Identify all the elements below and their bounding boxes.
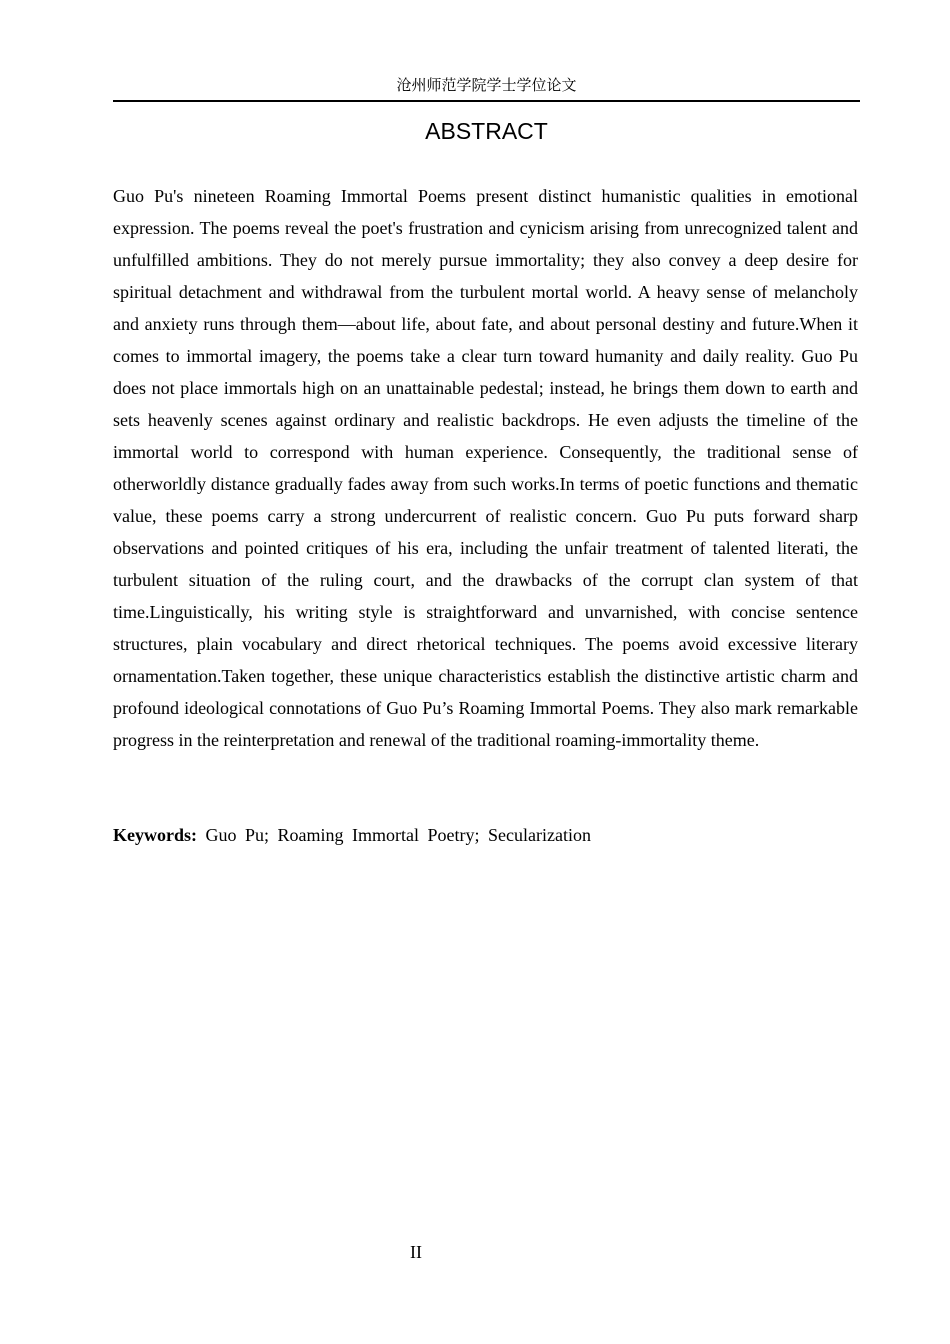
keywords-line (113, 819, 860, 851)
keywords-text: Guo Pu; Roaming Immortal Poetry; Secularization (205, 825, 591, 845)
running-header: 沧州师范学院学士学位论文 (396, 78, 577, 94)
abstract-body: Guo Pu's nineteen Roaming Immortal Poems present distinct humanistic qualities in emotional expression. The poems reveal the poet's frustration and cynicism arising from unrecognized talent and unfulfilled ambitions. They do not merely pursue immortality; they also convey a deep desire for spiritual detachment and withdrawal from the turbulent mortal world. A heavy sense of melancholy and anxiety runs through them—about life, about fate, and about personal destiny and future.When it comes to immortal imagery, the poems take a clear turn toward humanity and daily reality. Guo Pu does not place immortals high on an unattainable pedestal; instead, he brings them down to earth and sets heavenly scenes against ordinary and realistic backdrops. He even adjusts the timeline of the immortal world to correspond with human experience. Consequently, the traditional sense of otherworldly distance gradually fades away from such works.In terms of poetic functions and thematic value, these poems carry a strong undercurrent of realistic concern. Guo Pu puts forward sharp observations and pointed critiques of his era, including the unfair treatment of talented literati, the turbulent situation of the ruling court, and the drawbacks of the corrupt clan system of that time.Linguistically, his writing style is straightforward and unvarnished, with concise sentence structures, plain vocabulary and direct rhetorical techniques. The poems avoid excessive literary ornamentation.Taken together, these unique characteristics establish the distinctive artistic charm and profound ideological connotations of Guo Pu’s Roaming Immortal Poems. They also mark remarkable progress in the reinterpretation and renewal of the traditional roaming-immortality theme. (113, 186, 858, 750)
keywords-label: Keywords: (113, 825, 197, 845)
abstract-title: ABSTRACT (425, 118, 548, 144)
page-number: II (410, 1242, 422, 1262)
header-divider (113, 100, 860, 102)
